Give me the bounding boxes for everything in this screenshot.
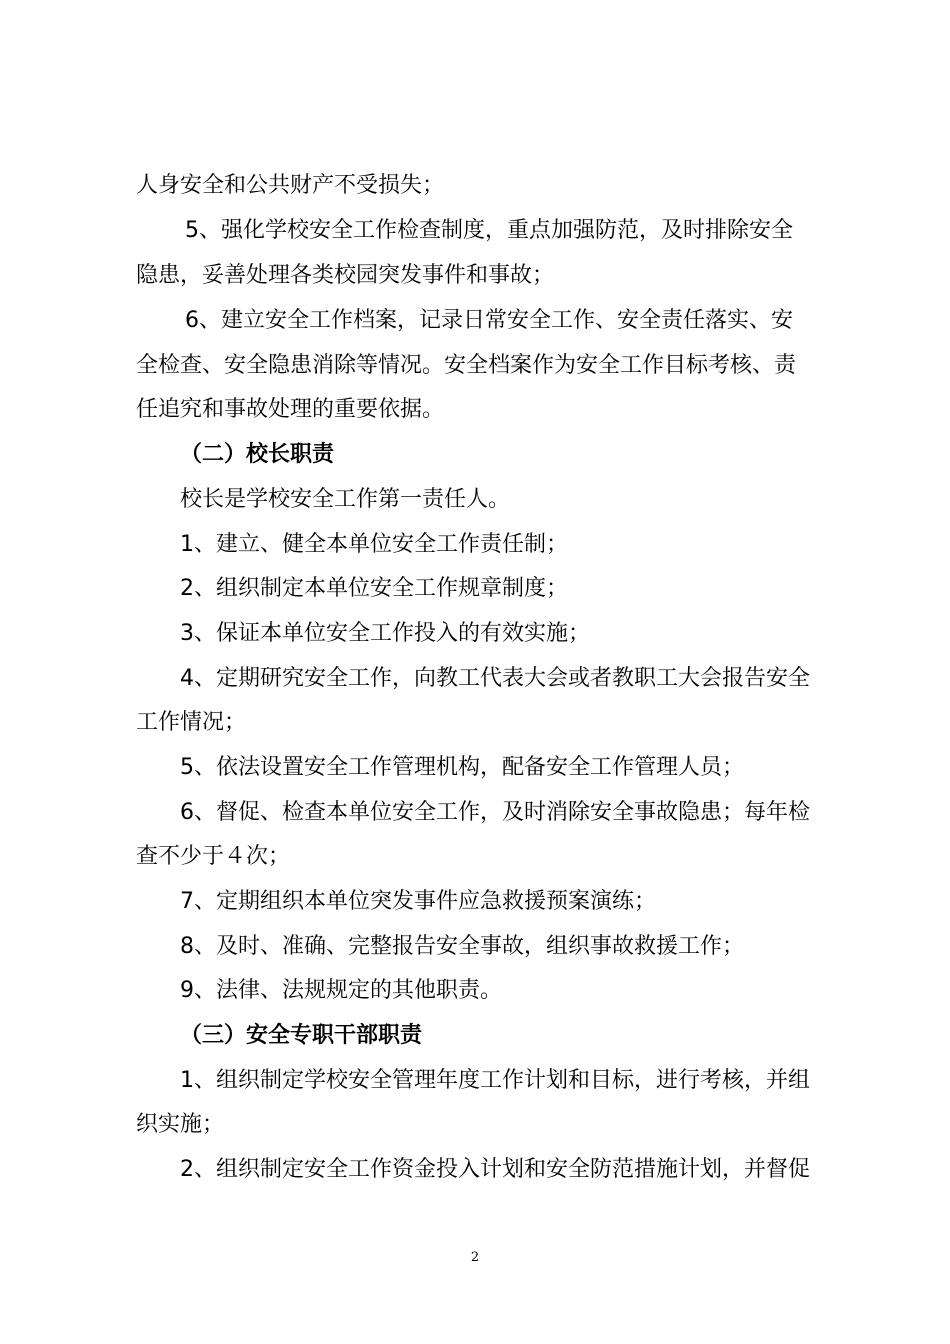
- section-heading: （二）校长职责: [180, 442, 335, 467]
- text-line: 8、及时、准确、完整报告安全事故，组织事故救援工作；: [180, 934, 744, 959]
- text-line: 人身安全和公共财产不受损失；: [136, 173, 445, 198]
- text-line: 任追究和事故处理的重要依据。: [136, 397, 445, 422]
- text-line: 1、组织制定学校安全管理年度工作计划和目标，进行考核，并组: [180, 1068, 810, 1093]
- text-line: 查不少于４次；: [136, 844, 291, 869]
- text-line: 6、建立安全工作档案，记录日常安全工作、安全责任落实、安: [185, 308, 793, 333]
- text-line: 2、组织制定本单位安全工作规章制度；: [180, 576, 568, 601]
- text-line: 工作情况；: [136, 710, 247, 735]
- text-line: 2、组织制定安全工作资金投入计划和安全防范措施计划，并督促: [180, 1157, 810, 1182]
- text-line: 3、保证本单位安全工作投入的有效实施；: [180, 621, 590, 646]
- text-line: 6、督促、检查本单位安全工作，及时消除安全事故隐患；每年检: [180, 800, 810, 825]
- text-line: 隐患，妥善处理各类校园突发事件和事故；: [136, 263, 555, 288]
- text-line: 1、建立、健全本单位安全工作责任制；: [180, 532, 568, 557]
- text-line: 7、定期组织本单位突发事件应急救援预案演练；: [180, 889, 656, 914]
- text-line: 5、依法设置安全工作管理机构，配备安全工作管理人员；: [180, 755, 744, 780]
- page-number: 2: [470, 1250, 480, 1265]
- text-line: 全检查、安全隐患消除等情况。安全档案作为安全工作目标考核、责: [136, 353, 797, 378]
- section-heading: （三）安全专职干部职责: [180, 1023, 423, 1048]
- text-line: 5、强化学校安全工作检查制度，重点加强防范，及时排除安全: [185, 218, 793, 243]
- text-line: 9、法律、法规规定的其他职责。: [180, 978, 502, 1003]
- text-line: 4、定期研究安全工作，向教工代表大会或者教职工大会报告安全: [180, 666, 810, 691]
- text-line: 校长是学校安全工作第一责任人。: [180, 487, 511, 512]
- text-line: 织实施；: [136, 1112, 225, 1137]
